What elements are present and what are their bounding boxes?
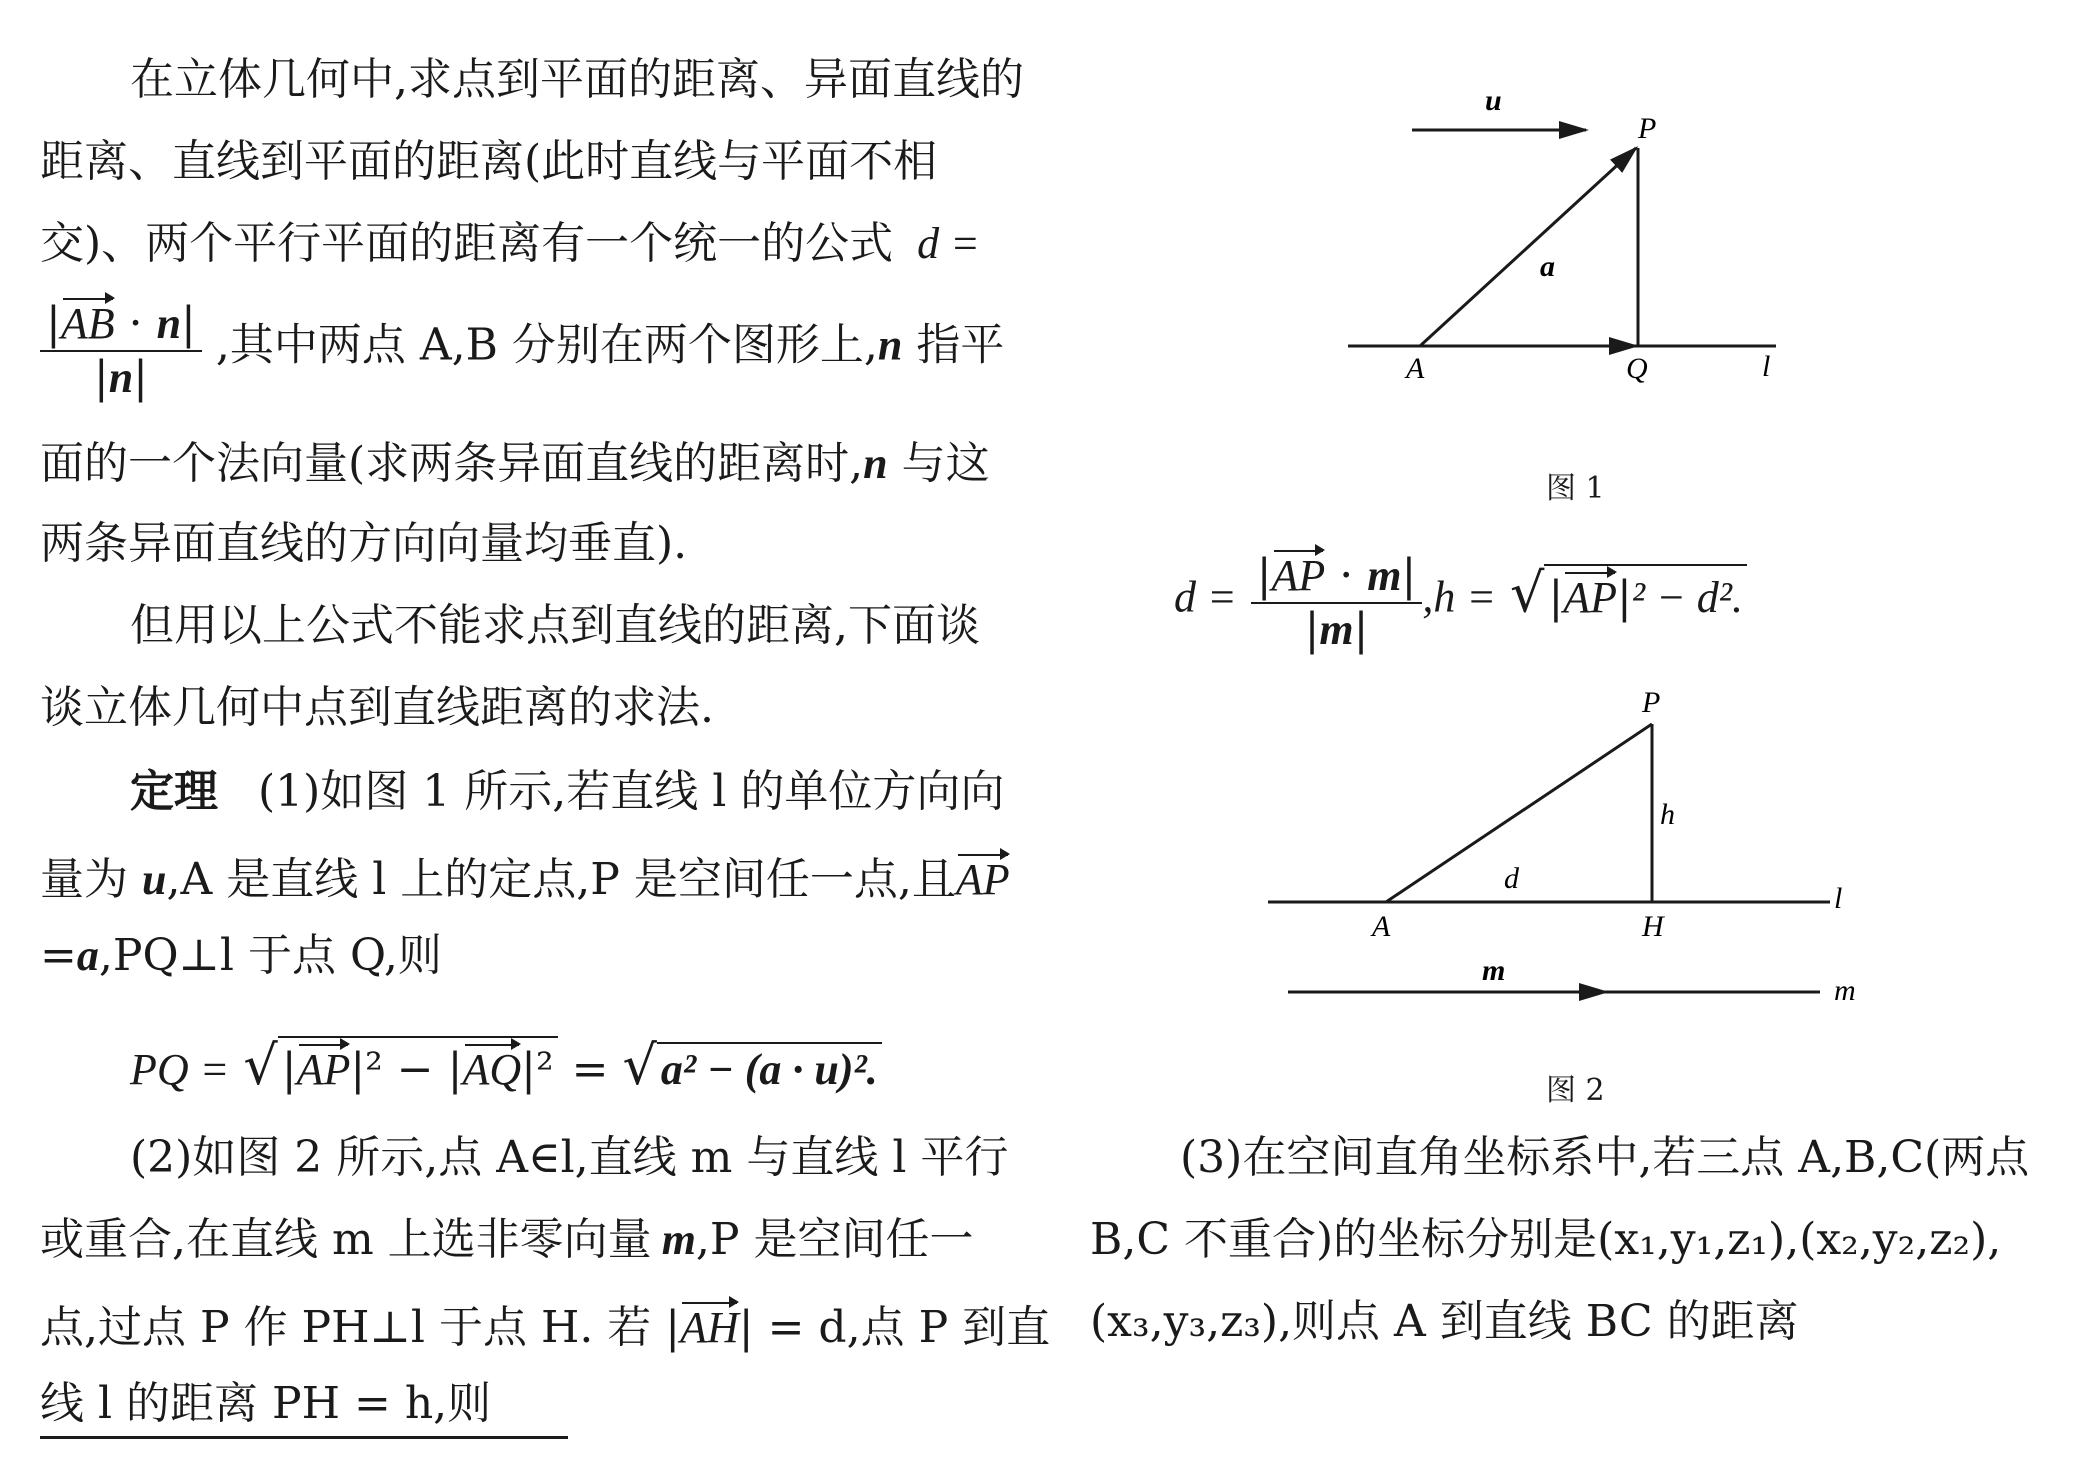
paragraph-1-line-2: 距离、直线到平面的距离(此时直线与平面不相 <box>40 136 938 187</box>
footnote-rule <box>40 1436 568 1439</box>
fig2-label-m-bold: m <box>1482 954 1506 987</box>
theorem-label: 定理 <box>130 766 218 817</box>
fig1-label-P: P <box>1638 112 1657 145</box>
vector-a <box>1420 148 1636 346</box>
fig2-label-d: d <box>1504 862 1519 895</box>
distance-formula: $\frac{|AB \cdot n|}{|n|}$ <box>40 296 202 400</box>
theorem-line-2: 量为 u,A 是直线 l 上的定点,P 是空间任一点,且AP <box>40 854 1010 905</box>
fig1-label-a: a <box>1540 250 1555 283</box>
fig1-label-l: l <box>1762 350 1771 383</box>
fig2-label-h: h <box>1660 798 1675 831</box>
theorem-line-3: =a,PQ⊥l 于点 Q,则 <box>40 930 442 981</box>
fig2-label-P: P <box>1642 686 1661 719</box>
theorem-line-1: 定理 (1)如图 1 所示,若直线 l 的单位方向向 <box>130 766 1005 817</box>
fig2-label-A: A <box>1372 910 1391 943</box>
figure-1-caption: 图 1 <box>1546 471 1605 506</box>
part-2-line-4: 线 l 的距离 PH = h,则 <box>40 1378 492 1429</box>
paragraph-1-line-3: 交)、两个平行平面的距离有一个统一的公式 d = <box>40 218 980 269</box>
paragraph-3-line-1: 但用以上公式不能求点到直线的距离,下面谈 <box>130 600 980 651</box>
figure-1 <box>1340 90 1810 390</box>
part-3-line-1: (3)在空间直角坐标系中,若三点 A,B,C(两点 <box>1180 1132 2030 1183</box>
part-3-line-2: B,C 不重合)的坐标分别是(x₁,y₁,z₁),(x₂,y₂,z₂), <box>1090 1214 2002 1265</box>
figure-2 <box>1260 680 1880 1020</box>
part-2-line-3: 点,过点 P 作 PH⊥l 于点 H. 若 |AH| = d,点 P 到直 <box>40 1302 1051 1353</box>
fig1-label-u: u <box>1485 90 1502 117</box>
part-2-line-1: (2)如图 2 所示,点 A∈l,直线 m 与直线 l 平行 <box>130 1132 1009 1183</box>
pq-formula: PQ = √|AP|² − |AQ|² = √a² − (a · u)². <box>130 1036 882 1093</box>
paragraph-1-formula-line: $\frac{|AB \cdot n|}{|n|}$ ,其中两点 A,B 分别在两个图形上,n 指平 <box>40 296 1004 400</box>
paragraph-3-line-2: 谈立体几何中点到直线距离的求法. <box>40 682 714 733</box>
fig2-label-l: l <box>1834 882 1843 915</box>
paragraph-2-line-1: 面的一个法向量(求两条异面直线的距离时,n 与这 <box>40 438 990 489</box>
formula-d-h: d = $\frac{|AP \cdot m|}{|m|}$ ,h = √|AP|² − d². <box>1174 548 1747 652</box>
part-3-line-3: (x₃,y₃,z₃),则点 A 到直线 BC 的距离 <box>1090 1296 1799 1347</box>
paragraph-2-line-2: 两条异面直线的方向向量均垂直). <box>40 518 688 569</box>
fig2-label-m: m <box>1834 974 1856 1007</box>
fig1-label-Q: Q <box>1626 352 1648 385</box>
fig1-label-A: A <box>1406 352 1425 385</box>
part-2-line-2: 或重合,在直线 m 上选非零向量 m,P 是空间任一 <box>40 1214 974 1265</box>
fig2-label-H: H <box>1642 910 1664 943</box>
figure-2-caption: 图 2 <box>1546 1073 1605 1108</box>
segment-ap <box>1386 724 1652 902</box>
paragraph-1-line-1: 在立体几何中,求点到平面的距离、异面直线的 <box>130 54 1024 105</box>
